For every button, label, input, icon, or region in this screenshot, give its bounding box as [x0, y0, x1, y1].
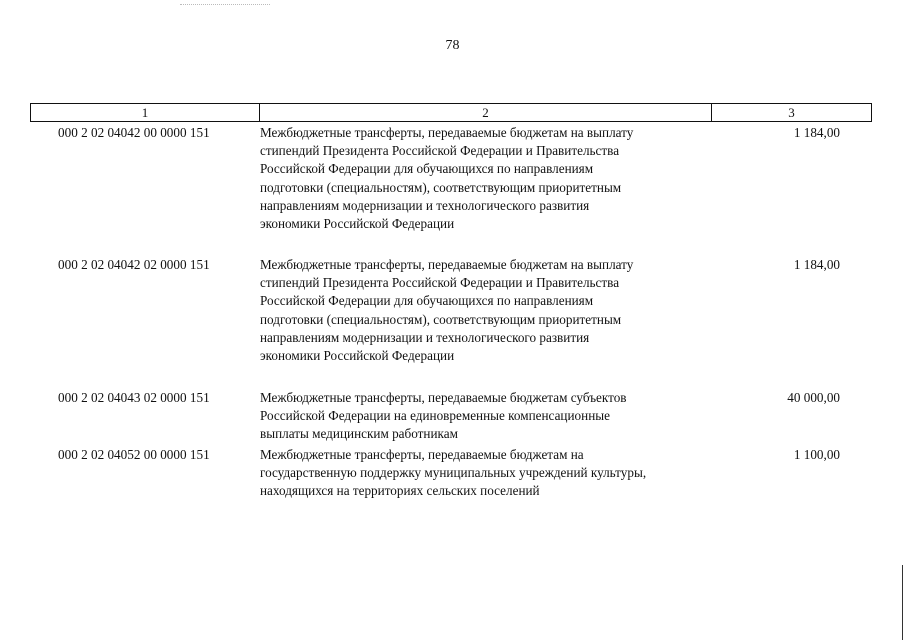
- description-line: подготовки (специальностям), соответствующим приоритетным: [260, 179, 622, 195]
- description-line: Межбюджетные трансферты, передаваемые бюджетам субъектов: [260, 390, 627, 405]
- description-line: Межбюджетные трансферты, передаваемые бюджетам на: [260, 447, 584, 462]
- row-description: [260, 124, 710, 233]
- row-description: [260, 389, 710, 444]
- budget-code: 000 2 02 04042 00 0000 151: [58, 125, 210, 140]
- budget-code: 000 2 02 04042 02 0000 151: [58, 257, 210, 272]
- amount: 1 184,00: [793, 257, 840, 272]
- budget-code: 000 2 02 04043 02 0000 151: [58, 390, 210, 405]
- description-line: стипендий Президента Российской Федерации и Правительства: [260, 143, 620, 159]
- scan-edge-line: [902, 565, 903, 640]
- description-line: выплаты медицинским работникам: [260, 426, 458, 442]
- budget-code: 000 2 02 04052 00 0000 151: [58, 447, 210, 462]
- description-line: Российской Федерации для обучающихся по направлениям: [260, 293, 594, 309]
- header-col-1: 1: [31, 104, 260, 121]
- amount: 1 100,00: [793, 447, 840, 462]
- description-line: стипендий Президента Российской Федерации и Правительства: [260, 275, 620, 291]
- description-line: Российской Федерации на единовременные компенсационные: [260, 408, 610, 424]
- amount: 1 184,00: [793, 125, 840, 140]
- description-line: направлениям модернизации и технологического развития: [260, 197, 590, 213]
- description-line: направлениям модернизации и технологического развития: [260, 329, 590, 345]
- description-line: государственную поддержку муниципальных учреждений культуры,: [260, 465, 647, 481]
- header-col-3: 3: [788, 104, 795, 120]
- header-col-2: 2: [260, 104, 712, 121]
- table-header: [30, 103, 872, 122]
- amount: 40 000,00: [787, 390, 840, 405]
- description-line: Межбюджетные трансферты, передаваемые бюджетам на выплату: [260, 257, 634, 272]
- description-line: Межбюджетные трансферты, передаваемые бюджетам на выплату: [260, 125, 634, 140]
- description-line: находящихся на территориях сельских поселений: [260, 483, 540, 499]
- row-description: [260, 256, 710, 365]
- page-number: 78: [445, 38, 460, 53]
- scan-artifact: [180, 4, 270, 6]
- description-line: подготовки (специальностям), соответствующим приоритетным: [260, 311, 622, 327]
- description-line: экономики Российской Федерации: [260, 216, 455, 232]
- description-line: Российской Федерации для обучающихся по направлениям: [260, 161, 594, 177]
- description-line: экономики Российской Федерации: [260, 348, 455, 364]
- row-description: [260, 446, 710, 501]
